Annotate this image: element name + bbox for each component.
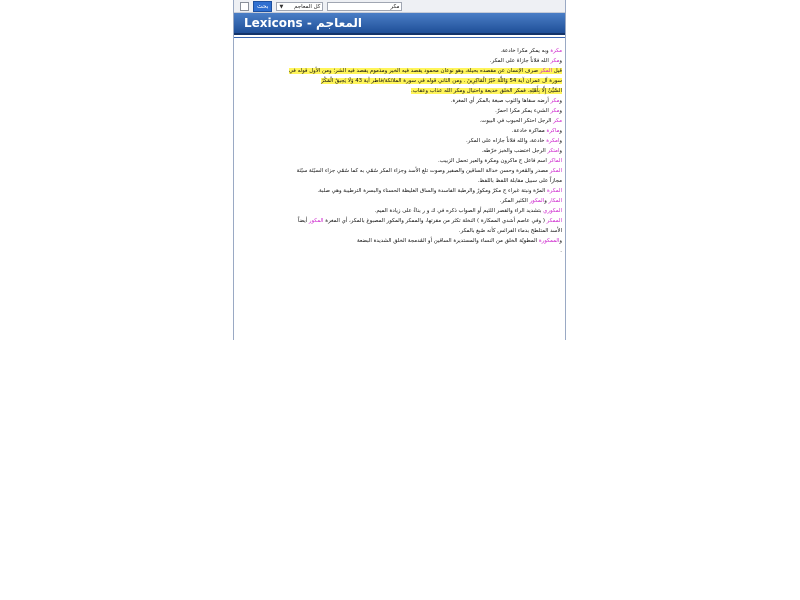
entry-keyword: الممكورة — [538, 238, 560, 244]
entry-text — [297, 168, 562, 174]
entry-definition: بتشديد الراء والقصر اللئيم أو الصواب ذكره في ك و ر بناءً على زيادة الميم. — [374, 208, 544, 214]
dictionary-select-value: كل المعاجم — [294, 3, 321, 10]
option-checkbox[interactable] — [240, 2, 249, 11]
entry-text — [490, 58, 562, 64]
entry-text — [298, 218, 562, 224]
entry-text — [466, 138, 562, 144]
entry-line — [242, 96, 562, 106]
entry-line — [242, 166, 562, 176]
entry-definition: . — [560, 248, 562, 254]
entry-keyword: مكر — [550, 108, 560, 114]
entry-keyword: الممكر — [546, 218, 562, 224]
entry-keyword: المكر — [549, 168, 562, 174]
entry-line — [242, 226, 562, 236]
entry-line — [242, 206, 562, 216]
entry-definition: الأسد المتلطخ بدماء الفرائس كأنه صُبغ بالمكر. — [458, 228, 562, 234]
entry-line — [242, 246, 562, 256]
entry-text — [357, 238, 562, 244]
entry-keyword: المكوري — [543, 208, 562, 214]
entry-keyword: امتكر — [547, 148, 560, 154]
entry-prefix: و — [559, 138, 562, 144]
entry-definition: الله فلاناً جازاهُ على المكر. — [489, 58, 551, 64]
entry-definition: وبه يمكر مكرا خادعة. — [500, 48, 551, 54]
entry-text — [459, 228, 562, 234]
entry-definition: سورة آل عمران آية 54 وَاللَّهُ خَيْرُ الْمَاكِرِينَ . ومن الثاني قوله في سورة الملائكة/فاطر آية 43 وَلَا يَحِيقُ الْمَكْرُ — [321, 78, 562, 84]
entry-keyword: المكور — [308, 218, 324, 224]
entry-definition: مصدر والمُغرة وحسن خدالة الساقين والصفير وصوت تلغ الأسد وجزاء المكر سُمّي به كما سُمّي جزاء السيّئة سيّئة — [296, 168, 550, 174]
entry-line — [242, 216, 562, 226]
entry-list — [242, 46, 562, 256]
entry-keyword: المكر — [539, 68, 552, 74]
entry-prefix: قيل — [552, 68, 562, 74]
entry-text — [480, 118, 563, 124]
chevron-down-icon: ▼ — [279, 3, 284, 10]
entry-keyword: مكرة — [550, 48, 562, 54]
dictionary-select[interactable] — [276, 2, 323, 11]
entry-text — [500, 198, 562, 204]
entry-line — [242, 46, 562, 56]
entry-prefix: و — [559, 148, 562, 154]
entry-text — [482, 148, 562, 154]
entry-text — [560, 248, 562, 254]
entry-keyword: المكرة — [546, 188, 562, 194]
entry-connector: و — [544, 198, 549, 204]
entry-line — [242, 56, 562, 66]
entry-line — [242, 146, 562, 156]
lexicon-window — [233, 0, 566, 340]
entry-line — [242, 126, 562, 136]
entry-text — [500, 48, 562, 54]
entry-text — [317, 188, 562, 194]
search-button[interactable]: بحث — [253, 1, 272, 12]
entry-line — [242, 186, 562, 196]
entry-line — [242, 156, 562, 166]
entry-definition: المطويّة الخلق من النساء والمستديرة الساقين أو المُدمجة الخلق الشديدة البضعة — [356, 238, 539, 244]
entry-keyword: مكر — [553, 118, 562, 124]
entry-line — [242, 236, 562, 246]
entry-definition: السَّيِّئُ إِلَّا بِأَهْلِهِ. فمكر الخلق خديعة واحتيال ومكر الله عذاب وعقاب. — [411, 88, 562, 94]
entry-definition: الرجل احتكر الحبوب في البيوت. — [479, 118, 554, 124]
entry-line — [242, 196, 562, 206]
entry-keyword: مكر — [550, 58, 560, 64]
entry-definition: الشيء يمكر مكرا احمرّ. — [495, 108, 551, 114]
entry-line — [242, 66, 562, 76]
entry-text — [451, 98, 562, 104]
entry-prefix: و — [559, 128, 562, 134]
page-title: Lexicons - المعاجم — [244, 16, 363, 30]
entry-line — [242, 176, 562, 186]
entry-definition: أيضاً — [297, 218, 309, 224]
entry-keyword: ماكرة — [546, 128, 560, 134]
entry-text — [438, 158, 562, 164]
entry-definition: اسم فاعل ج ماكرون ومكرة والعير تحمل الزبيب. — [437, 158, 549, 164]
entry-definition: المرّة ونبتة غبراء ج مكرٌ ومكورٌ والرطبة الفاسدة والساق الغليظة الحسناء والبسرة الترطيبة وهي صلبة. — [317, 188, 547, 194]
search-toolbar — [234, 0, 565, 13]
entry-line — [242, 86, 562, 96]
entry-text — [512, 128, 562, 134]
entry-text — [478, 178, 562, 184]
search-input[interactable]: مكر — [327, 2, 402, 11]
page-header — [234, 13, 565, 35]
entry-definition: أرضه سقاها والثوب صبغة بالمكر أي المغرة. — [450, 98, 551, 104]
entry-prefix: و — [559, 58, 562, 64]
highlighted-definition — [411, 88, 562, 94]
entry-prefix: و — [559, 108, 562, 114]
entry-keyword: امكرة — [546, 138, 560, 144]
entry-prefix: و — [559, 238, 562, 244]
entry-prefix: و — [559, 98, 562, 104]
entry-definition: مجازاً على سبيل مقابلة اللفظ باللفظ. — [477, 178, 562, 184]
entry-line — [242, 116, 562, 126]
entry-line — [242, 76, 562, 86]
entry-line — [242, 106, 562, 116]
entry-line — [242, 136, 562, 146]
entry-keyword: المكور — [529, 198, 545, 204]
highlighted-definition — [289, 68, 562, 74]
entry-keyword: الماكر — [548, 158, 562, 164]
entry-definition: خادعة، والله فلاناً جازاه على المكر. — [466, 138, 547, 144]
entry-keyword: المكار — [548, 198, 562, 204]
entry-keyword: مكر — [550, 98, 560, 104]
entry-text — [375, 208, 562, 214]
highlighted-definition — [321, 78, 562, 84]
entry-definition: الكثير المكر. — [499, 198, 530, 204]
entry-definition: مماكرة خادعة. — [511, 128, 547, 134]
entry-definition: الرجل اختضب والخبز خرّطه. — [481, 148, 548, 154]
header-divider — [234, 37, 565, 38]
entry-definition: صرف الإنسان عن مقصده بحيلة، وهو نوعان محمود يقصد فيه الخير ومذموم يقصد فيه الشر؛ ومن الأول قوله في — [288, 68, 540, 74]
entry-text — [495, 108, 562, 114]
entry-definition: ( وفي عاصم أشدي الممكارة ) النخلة تكثر من مقرتها، والممكر والمكور المصبوغ بالمكر، أي المغرة — [323, 218, 547, 224]
